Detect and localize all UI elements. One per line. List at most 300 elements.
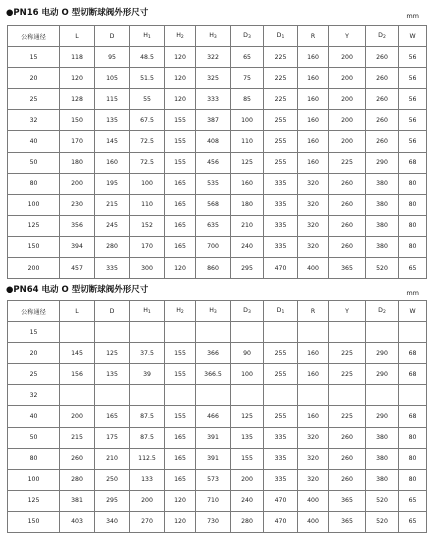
pn16-table-cell: 15: [8, 47, 60, 68]
pn16-table-cell: 320: [298, 173, 329, 194]
pn16-table-cell: 155: [165, 110, 196, 131]
pn16-table-row: [8, 258, 427, 279]
pn16-table-cell: 55: [130, 89, 165, 110]
pn64-table-cell: 165: [165, 427, 196, 448]
pn64-table-cell: 37.5: [130, 343, 165, 364]
pn64-table-cell: 710: [196, 490, 231, 511]
pn64-table-cell: [95, 322, 130, 343]
pn64-table-cell: 125: [8, 490, 60, 511]
pn64-table-cell: [196, 385, 231, 406]
pn16-table-cell: 240: [231, 236, 264, 257]
pn16-table-row: [8, 152, 427, 173]
pn16-table-cell: 535: [196, 173, 231, 194]
pn16-table-cell: 200: [329, 68, 366, 89]
pn16-column-header: L: [60, 26, 95, 47]
pn16-table-cell: 210: [231, 215, 264, 236]
pn16-table-cell: 110: [231, 131, 264, 152]
pn16-table-cell: 255: [264, 152, 298, 173]
pn16-column-header: 公称通径: [8, 26, 60, 47]
pn64-table-cell: 25: [8, 364, 60, 385]
pn64-table-cell: 400: [298, 490, 329, 511]
pn64-table-cell: 730: [196, 511, 231, 532]
pn64-table-cell: 80: [399, 469, 427, 490]
pn16-table-cell: 380: [366, 173, 399, 194]
pn16-column-header: R: [298, 26, 329, 47]
pn16-table-cell: 165: [165, 194, 196, 215]
pn64-table-cell: 160: [298, 406, 329, 427]
pn64-table-cell: 335: [264, 469, 298, 490]
pn16-column-header: $D_2$: [366, 26, 399, 47]
pn16-column-header: $H_2$: [165, 26, 196, 47]
pn64-table-cell: 165: [165, 469, 196, 490]
pn16-table-cell: 290: [366, 152, 399, 173]
pn16-table-cell: 394: [60, 236, 95, 257]
pn16-table-cell: 67.5: [130, 110, 165, 131]
pn64-table-cell: [329, 385, 366, 406]
pn16-table-cell: 260: [329, 194, 366, 215]
pn16-table-cell: 335: [264, 236, 298, 257]
pn64-table-cell: 403: [60, 511, 95, 532]
pn16-column-header: $D_1$: [264, 26, 298, 47]
pn16-table-cell: 165: [165, 236, 196, 257]
pn64-table-cell: [196, 322, 231, 343]
pn16-table-cell: 320: [298, 236, 329, 257]
pn64-table-cell: 135: [231, 427, 264, 448]
pn64-table-cell: 366: [196, 343, 231, 364]
pn64-title: ●PN64 电动 O 型切断球阀外形尺寸: [6, 285, 149, 295]
pn64-table-cell: [95, 385, 130, 406]
pn64-table-cell: 215: [60, 427, 95, 448]
pn16-table-cell: 128: [60, 89, 95, 110]
pn16-table-cell: 165: [165, 215, 196, 236]
pn64-table-cell: 15: [8, 322, 60, 343]
pn64-table-cell: [399, 385, 427, 406]
pn64-column-header: $D_2$: [366, 301, 399, 322]
pn64-table-cell: 150: [8, 511, 60, 532]
pn16-table-cell: 860: [196, 258, 231, 279]
pn64-table-cell: 160: [298, 364, 329, 385]
pn16-table-cell: 245: [95, 215, 130, 236]
pn16-table-cell: 200: [329, 131, 366, 152]
pn16-table-cell: 387: [196, 110, 231, 131]
pn16-table-cell: 56: [399, 110, 427, 131]
pn64-column-header: $D_1$: [264, 301, 298, 322]
pn16-table-cell: 225: [264, 89, 298, 110]
pn16-table-cell: 457: [60, 258, 95, 279]
pn16-table-cell: 48.5: [130, 47, 165, 68]
pn16-table-cell: 160: [298, 110, 329, 131]
pn64-column-header: D: [95, 301, 130, 322]
pn64-table-cell: 260: [60, 448, 95, 469]
pn16-table-cell: 56: [399, 68, 427, 89]
pn16-table-cell: 25: [8, 89, 60, 110]
pn64-table-cell: 125: [231, 406, 264, 427]
pn16-table-cell: 72.5: [130, 152, 165, 173]
pn64-table-cell: 240: [231, 490, 264, 511]
pn64-table-row: [8, 406, 427, 427]
pn64-table-cell: [366, 322, 399, 343]
pn64-table-cell: 295: [95, 490, 130, 511]
pn16-table-cell: 145: [95, 131, 130, 152]
pn16-table-cell: 160: [298, 68, 329, 89]
pn16-table-cell: 115: [95, 89, 130, 110]
pn16-table-row: [8, 68, 427, 89]
pn64-table-cell: [298, 322, 329, 343]
pn64-table-cell: [231, 385, 264, 406]
pn16-table-cell: 200: [329, 110, 366, 131]
pn16-dimension-table: [7, 25, 427, 279]
pn64-table-cell: 32: [8, 385, 60, 406]
pn64-table-cell: 255: [264, 364, 298, 385]
pn64-table-cell: 80: [399, 427, 427, 448]
pn16-table-cell: 320: [298, 215, 329, 236]
pn16-table-cell: 200: [8, 258, 60, 279]
pn64-table-cell: 260: [329, 448, 366, 469]
pn16-table-cell: 56: [399, 47, 427, 68]
pn16-unit: mm: [406, 12, 419, 20]
pn64-table-cell: 65: [399, 490, 427, 511]
pn16-column-header: W: [399, 26, 427, 47]
pn16-table-cell: 95: [95, 47, 130, 68]
pn16-column-header: $H_3$: [196, 26, 231, 47]
pn16-table-cell: 125: [8, 215, 60, 236]
pn16-table-cell: 120: [165, 47, 196, 68]
pn64-table-row: [8, 343, 427, 364]
pn64-table-cell: 133: [130, 469, 165, 490]
pn64-table-cell: [130, 385, 165, 406]
pn16-table-cell: 85: [231, 89, 264, 110]
pn64-table-cell: [60, 322, 95, 343]
pn64-table-cell: [329, 322, 366, 343]
pn16-column-header: $H_1$: [130, 26, 165, 47]
pn64-table-cell: 80: [399, 448, 427, 469]
pn64-table-cell: 165: [165, 448, 196, 469]
pn16-table-cell: 280: [95, 236, 130, 257]
pn16-table-cell: 160: [298, 47, 329, 68]
pn16-table-row: [8, 131, 427, 152]
pn64-table-cell: 290: [366, 343, 399, 364]
pn64-table-cell: 156: [60, 364, 95, 385]
pn64-table-row: [8, 364, 427, 385]
pn64-table-cell: 210: [95, 448, 130, 469]
pn16-table-cell: 72.5: [130, 131, 165, 152]
pn16-table-cell: 200: [329, 89, 366, 110]
pn64-column-header: $H_3$: [196, 301, 231, 322]
pn64-table-cell: 290: [366, 364, 399, 385]
pn16-table-cell: 215: [95, 194, 130, 215]
pn16-table-cell: 295: [231, 258, 264, 279]
pn16-table-body: [8, 47, 427, 279]
pn16-table-cell: 335: [264, 173, 298, 194]
pn16-table-cell: 110: [130, 194, 165, 215]
pn16-table-cell: 260: [366, 110, 399, 131]
pn64-table-cell: 90: [231, 343, 264, 364]
pn16-table-row: [8, 110, 427, 131]
pn64-column-header: $H_1$: [130, 301, 165, 322]
pn64-table-cell: 100: [231, 364, 264, 385]
pn64-table-cell: 120: [165, 490, 196, 511]
pn16-table-row: [8, 236, 427, 257]
pn64-table-cell: 260: [329, 469, 366, 490]
pn16-table-cell: 335: [264, 215, 298, 236]
pn16-table-cell: 120: [165, 68, 196, 89]
pn64-table-cell: 125: [95, 343, 130, 364]
pn64-table-cell: 366.5: [196, 364, 231, 385]
pn16-table-cell: 155: [165, 131, 196, 152]
pn64-table-cell: [264, 322, 298, 343]
pn16-table-cell: 120: [165, 258, 196, 279]
pn64-table-cell: 260: [329, 427, 366, 448]
pn16-table-row: [8, 173, 427, 194]
pn64-table-cell: 290: [366, 406, 399, 427]
pn16-table-row: [8, 194, 427, 215]
pn64-table-cell: 155: [165, 406, 196, 427]
pn64-table-cell: 165: [95, 406, 130, 427]
pn64-table-cell: 120: [165, 511, 196, 532]
pn64-table-cell: 380: [366, 448, 399, 469]
pn64-table-cell: 65: [399, 511, 427, 532]
pn64-table-cell: 39: [130, 364, 165, 385]
pn16-table-cell: 120: [165, 89, 196, 110]
pn16-table-cell: 408: [196, 131, 231, 152]
pn64-table-cell: 466: [196, 406, 231, 427]
pn64-header-row: [8, 301, 427, 322]
pn64-table-cell: 320: [298, 448, 329, 469]
pn16-table-cell: 160: [231, 173, 264, 194]
pn16-table-cell: 80: [399, 173, 427, 194]
pn64-table-row: [8, 322, 427, 343]
pn16-table-cell: 568: [196, 194, 231, 215]
pn16-table-cell: 195: [95, 173, 130, 194]
pn64-table-cell: 365: [329, 490, 366, 511]
pn64-table-cell: 400: [298, 511, 329, 532]
pn64-table-cell: 112.5: [130, 448, 165, 469]
pn16-table-cell: 200: [329, 47, 366, 68]
pn16-table-cell: 260: [366, 89, 399, 110]
pn16-table-cell: 300: [130, 258, 165, 279]
pn64-table-cell: 520: [366, 490, 399, 511]
pn64-table-cell: 470: [264, 490, 298, 511]
pn16-table-cell: 380: [366, 236, 399, 257]
pn16-table-cell: 260: [329, 173, 366, 194]
pn16-table-cell: 255: [264, 110, 298, 131]
pn64-table-cell: 225: [329, 364, 366, 385]
pn16-table-cell: 50: [8, 152, 60, 173]
pn16-table-cell: 150: [60, 110, 95, 131]
pn64-table-cell: [264, 385, 298, 406]
pn16-section: [0, 6, 445, 272]
pn16-table-cell: 160: [95, 152, 130, 173]
pn64-table-cell: 365: [329, 511, 366, 532]
pn64-table-cell: 100: [8, 469, 60, 490]
pn64-table-cell: 200: [60, 406, 95, 427]
pn16-table-cell: 470: [264, 258, 298, 279]
pn16-table-cell: 105: [95, 68, 130, 89]
pn64-table-cell: 280: [60, 469, 95, 490]
pn64-table-cell: 391: [196, 448, 231, 469]
pn16-table-cell: 40: [8, 131, 60, 152]
pn64-column-header: W: [399, 301, 427, 322]
pn64-table-cell: 381: [60, 490, 95, 511]
pn64-table-cell: [298, 385, 329, 406]
pn16-table-cell: 260: [366, 47, 399, 68]
pn64-table-cell: 520: [366, 511, 399, 532]
pn64-table-row: [8, 490, 427, 511]
pn64-table-row: [8, 427, 427, 448]
pn64-table-cell: 68: [399, 364, 427, 385]
pn64-table-cell: [366, 385, 399, 406]
pn16-table-cell: 260: [366, 68, 399, 89]
pn64-table-row: [8, 448, 427, 469]
pn16-table-cell: 160: [298, 131, 329, 152]
pn16-column-header: $D_3$: [231, 26, 264, 47]
pn64-table-cell: [165, 322, 196, 343]
pn64-table-cell: [165, 385, 196, 406]
pn64-table-cell: 40: [8, 406, 60, 427]
pn64-table-cell: 160: [298, 343, 329, 364]
pn64-table-cell: 470: [264, 511, 298, 532]
pn64-table-cell: 573: [196, 469, 231, 490]
pn64-table-row: [8, 511, 427, 532]
pn16-table-cell: 75: [231, 68, 264, 89]
pn16-table-cell: 335: [95, 258, 130, 279]
pn16-title: ●PN16 电动 O 型切断球阀外形尺寸: [6, 8, 149, 18]
pn16-table-cell: 180: [231, 194, 264, 215]
pn16-table-cell: 356: [60, 215, 95, 236]
pn64-table-cell: 80: [8, 448, 60, 469]
pn16-table-cell: 170: [130, 236, 165, 257]
pn16-table-cell: 51.5: [130, 68, 165, 89]
pn16-table-cell: 118: [60, 47, 95, 68]
pn16-table-cell: 200: [60, 173, 95, 194]
pn64-table-cell: 155: [165, 364, 196, 385]
pn16-table-cell: 56: [399, 89, 427, 110]
pn64-table-cell: 200: [231, 469, 264, 490]
pn64-table-cell: 20: [8, 343, 60, 364]
pn64-table-cell: 391: [196, 427, 231, 448]
pn16-table-cell: 335: [264, 194, 298, 215]
pn64-table-cell: 250: [95, 469, 130, 490]
pn16-table-cell: 56: [399, 131, 427, 152]
pn64-column-header: R: [298, 301, 329, 322]
pn16-table-cell: 365: [329, 258, 366, 279]
pn16-table-cell: 333: [196, 89, 231, 110]
pn64-unit: mm: [406, 289, 419, 297]
pn64-table-cell: 335: [264, 448, 298, 469]
pn16-header-row: [8, 26, 427, 47]
pn64-table-cell: 135: [95, 364, 130, 385]
pn16-table-cell: 520: [366, 258, 399, 279]
pn64-dimension-table: [7, 300, 427, 533]
pn16-table-cell: 80: [8, 173, 60, 194]
pn64-table-cell: [399, 322, 427, 343]
pn16-table-cell: 456: [196, 152, 231, 173]
pn64-table-cell: 155: [165, 343, 196, 364]
pn16-table-cell: 260: [366, 131, 399, 152]
pn64-table-cell: [60, 385, 95, 406]
pn64-table-row: [8, 469, 427, 490]
pn16-column-header: Y: [329, 26, 366, 47]
pn64-table-cell: 87.5: [130, 406, 165, 427]
pn64-column-header: L: [60, 301, 95, 322]
pn16-table-cell: 225: [329, 152, 366, 173]
pn16-table-cell: 65: [231, 47, 264, 68]
pn16-table-cell: 65: [399, 258, 427, 279]
pn16-table-cell: 320: [298, 194, 329, 215]
pn16-table-cell: 100: [231, 110, 264, 131]
pn16-table-cell: 125: [231, 152, 264, 173]
pn16-table-cell: 225: [264, 47, 298, 68]
pn64-table-cell: 225: [329, 343, 366, 364]
pn64-table-cell: 340: [95, 511, 130, 532]
pn64-column-header: Y: [329, 301, 366, 322]
pn64-table-cell: 50: [8, 427, 60, 448]
pn16-table-cell: 225: [264, 68, 298, 89]
pn16-table-cell: 80: [399, 215, 427, 236]
pn16-table-cell: 100: [8, 194, 60, 215]
pn16-table-cell: 80: [399, 236, 427, 257]
pn16-table-cell: 322: [196, 47, 231, 68]
pn64-table-cell: 68: [399, 343, 427, 364]
pn64-table-cell: [231, 322, 264, 343]
pn16-table-cell: 255: [264, 131, 298, 152]
pn16-table-row: [8, 89, 427, 110]
pn16-table-cell: 20: [8, 68, 60, 89]
pn64-section: [0, 283, 445, 526]
pn64-column-header: 公称通径: [8, 301, 60, 322]
pn64-table-cell: 380: [366, 469, 399, 490]
pn16-table-cell: 150: [8, 236, 60, 257]
pn16-table-cell: 230: [60, 194, 95, 215]
pn16-table-cell: 80: [399, 194, 427, 215]
pn16-title-row: [0, 6, 445, 25]
pn16-table-row: [8, 215, 427, 236]
pn64-table-cell: 320: [298, 427, 329, 448]
pn16-table-cell: 68: [399, 152, 427, 173]
pn16-table-cell: 100: [130, 173, 165, 194]
pn64-table-cell: [130, 322, 165, 343]
pn16-table-cell: 400: [298, 258, 329, 279]
pn64-table-body: [8, 322, 427, 533]
pn16-table-cell: 152: [130, 215, 165, 236]
pn16-table-cell: 170: [60, 131, 95, 152]
pn64-table-row: [8, 385, 427, 406]
pn16-table-cell: 260: [329, 236, 366, 257]
pn64-table-cell: 68: [399, 406, 427, 427]
pn64-table-cell: 335: [264, 427, 298, 448]
pn64-table-cell: 320: [298, 469, 329, 490]
pn64-table-cell: 255: [264, 406, 298, 427]
pn64-table-cell: 380: [366, 427, 399, 448]
pn64-table-cell: 255: [264, 343, 298, 364]
pn64-table-cell: 87.5: [130, 427, 165, 448]
pn16-table-cell: 160: [298, 152, 329, 173]
pn64-table-cell: 270: [130, 511, 165, 532]
pn64-table-cell: 200: [130, 490, 165, 511]
pn16-table-cell: 325: [196, 68, 231, 89]
pn16-table-cell: 32: [8, 110, 60, 131]
pn64-table-cell: 175: [95, 427, 130, 448]
pn64-table-cell: 155: [231, 448, 264, 469]
pn16-table-cell: 165: [165, 173, 196, 194]
pn64-table-cell: 280: [231, 511, 264, 532]
pn16-table-cell: 120: [60, 68, 95, 89]
pn64-column-header: $D_3$: [231, 301, 264, 322]
pn16-table-cell: 135: [95, 110, 130, 131]
pn64-column-header: $H_2$: [165, 301, 196, 322]
pn16-table-cell: 155: [165, 152, 196, 173]
pn64-table-cell: 145: [60, 343, 95, 364]
